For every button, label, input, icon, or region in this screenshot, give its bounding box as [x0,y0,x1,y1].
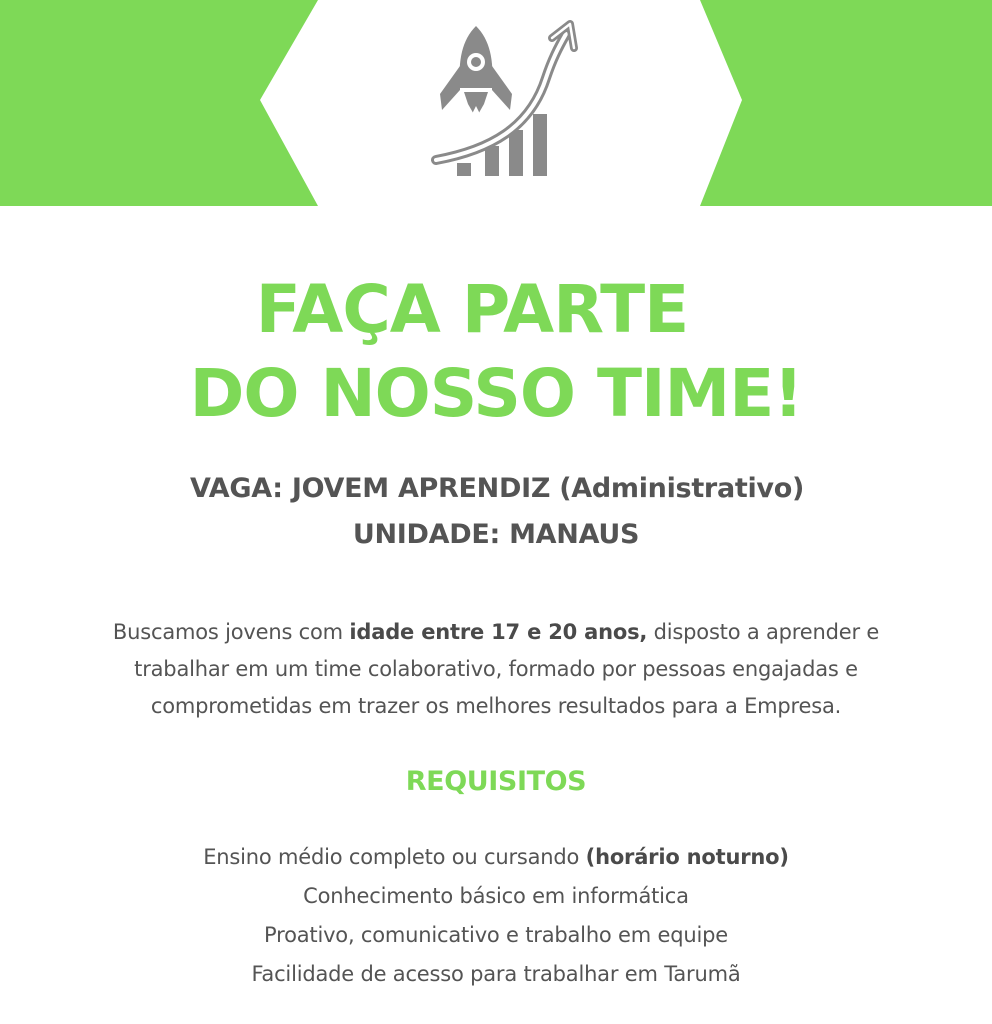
banner-left-band [0,0,318,206]
requirements-list [0,838,992,994]
job-info [0,466,992,558]
rocket-icon [440,26,512,118]
job-unit: UNIDADE: MANAUS [352,519,640,550]
requirement-item [0,955,992,994]
description-line-3: comprometidas em trazer os melhores resultados para a Empresa. [150,694,842,718]
description-line-1 [50,614,942,651]
banner-right-band [700,0,992,206]
requirements-title: REQUISITOS [405,766,587,797]
page-headline [0,268,992,436]
headline-line-1: FAÇA PARTE [255,271,689,348]
bar-chart-icon [457,114,547,176]
requirement-text: Conhecimento básico em informática [303,884,689,908]
description-line-1-end: disposto a aprender e [647,620,880,644]
rocket-growth-chart-icon [430,18,580,183]
requirement-item [0,916,992,955]
description-line-1-start: Buscamos jovens com [112,620,350,644]
requirement-item [0,838,992,877]
requirement-note: (horário noturno) [585,845,789,869]
job-description [50,614,942,725]
description-age-range: idade entre 17 e 20 anos, [349,620,648,644]
requirement-text: Facilidade de acesso para trabalhar em Tarumã [251,962,741,986]
headline-line-2: DO NOSSO TIME! [189,355,803,432]
requirement-item [0,877,992,916]
requirement-text: Ensino médio completo ou cursando [203,845,586,869]
description-line-2: trabalhar em um time colaborativo, formado por pessoas engajadas e [134,657,858,681]
requirement-text: Proativo, comunicativo e trabalho em equipe [264,923,728,947]
job-position: VAGA: JOVEM APRENDIZ (Administrativo) [189,473,805,504]
